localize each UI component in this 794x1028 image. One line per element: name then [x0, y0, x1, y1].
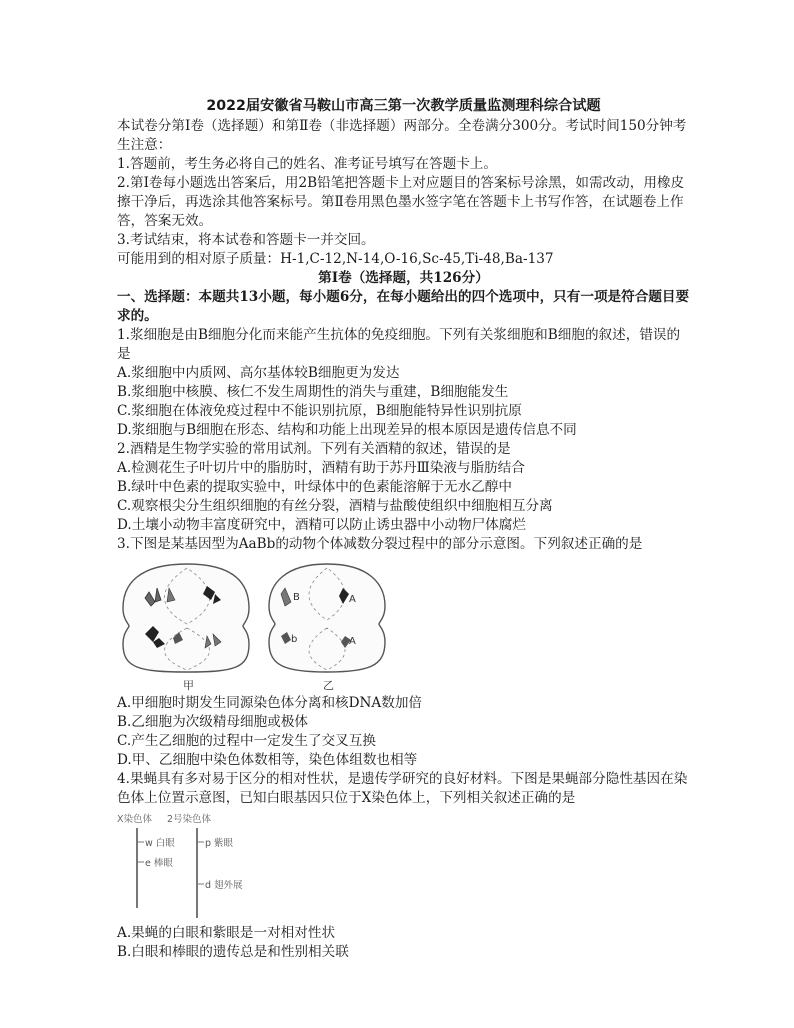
cell-yi: [269, 564, 385, 672]
intro-line: 3.考试结束，将本试卷和答题卡一并交回。: [117, 232, 375, 248]
gene-mark: A: [349, 636, 356, 647]
option: B.乙细胞为次级精母细胞或极体: [117, 714, 309, 730]
option: D.甲、乙细胞中染色体数相等，染色体组数也相等: [117, 752, 418, 768]
question-stem: 4.果蝇具有多对易于区分的相对性状，是遗传学研究的良好材料。下图是果蝇部分隐性基因在染色体上位置示意图，已知白眼基因只位于X染色体上，下列相关叙述正确的是: [117, 771, 688, 806]
section-title: 第Ⅰ卷（选择题，共126分）: [318, 270, 489, 286]
question-stem: 3.下图是某基因型为AaBb的动物个体减数分裂过程中的部分示意图。下列叙述正确的是: [117, 536, 643, 552]
gene-mark: b: [291, 634, 298, 645]
gene-p-label: p 紫眼: [205, 838, 234, 849]
exam-page: [117, 95, 690, 962]
exam-title: 2022届安徽省马鞍山市高三第一次教学质量监测理科综合试题: [206, 98, 601, 114]
gene-e-label: e 棒眼: [145, 858, 173, 869]
cell-jia: [123, 564, 249, 672]
chromosome-diagram: [117, 812, 317, 920]
option: C.浆细胞在体液免疫过程中不能识别抗原，B细胞能特异性识别抗原: [117, 403, 522, 419]
figure-label-jia: 甲: [183, 679, 194, 692]
option: C.产生乙细胞的过程中一定发生了交叉互换: [117, 733, 376, 749]
gene-w-label: w 白眼: [145, 838, 175, 849]
part-heading: 一、选择题：本题共13小题，每小题6分，在每小题给出的四个选项中，只有一项是符合题目要求的。: [117, 289, 690, 324]
question-stem: 1.浆细胞是由B细胞分化而来能产生抗体的免疫细胞。下列有关浆细胞和B细胞的叙述，错误的是: [117, 327, 681, 362]
option: A.甲细胞时期发生同源染色体分离和核DNA数加倍: [117, 695, 423, 711]
option: B.绿叶中色素的提取实验中，叶绿体中的色素能溶解于无水乙醇中: [117, 479, 512, 495]
option: B.白眼和棒眼的遗传总是和性别相关联: [117, 944, 349, 960]
chromosome-2-label: 2号染色体: [167, 814, 212, 825]
option: A.果蝇的白眼和紫眼是一对相对性状: [117, 925, 336, 941]
intro-line: 可能用到的相对原子质量：H-1,C-12,N-14,O-16,Sc-45,Ti-48,Ba-137: [117, 251, 554, 267]
gene-mark: A: [349, 594, 356, 605]
option: B.浆细胞中核膜、核仁不发生周期性的消失与重建，B细胞能发生: [117, 384, 509, 400]
intro-line: 本试卷分第Ⅰ卷（选择题）和第Ⅱ卷（非选择题）两部分。全卷满分300分。考试时间150分钟考生注意：: [117, 118, 687, 153]
intro-line: 2.第Ⅰ卷每小题选出答案后，用2B铅笔把答题卡上对应题目的答案标号涂黑，如需改动，用橡皮擦干净后，再选涂其他答案标号。第Ⅱ卷用黑色墨水签字笔在答题卡上书写作答，在试题卷上作答，答案无效。: [117, 175, 685, 229]
x-chromosome-label: X染色体: [117, 814, 153, 825]
option: A.检测花生子叶切片中的脂肪时，酒精有助于苏丹Ⅲ染液与脂肪结合: [117, 460, 525, 476]
figure-label-yi: 乙: [323, 679, 334, 692]
gene-d-label: d 翅外展: [205, 880, 243, 891]
intro-line: 1.答题前，考生务必将自己的姓名、准考证号填写在答题卡上。: [117, 156, 497, 172]
meiosis-diagram: [117, 558, 397, 692]
gene-mark: B: [293, 592, 300, 603]
question-stem: 2.酒精是生物学实验的常用试剂。下列有关酒精的叙述，错误的是: [117, 441, 511, 457]
meiosis-figure: [117, 558, 397, 692]
option: D.浆细胞与B细胞在形态、结构和功能上出现差异的根本原因是遗传信息不同: [117, 422, 577, 438]
option: D.土壤小动物丰富度研究中，酒精可以防止诱虫器中小动物尸体腐烂: [117, 517, 526, 533]
option: C.观察根尖分生组织细胞的有丝分裂，酒精与盐酸使组织中细胞相互分离: [117, 498, 553, 514]
chromosome-figure: [117, 812, 317, 920]
option: A.浆细胞中内质网、高尔基体较B细胞更为发达: [117, 365, 400, 381]
